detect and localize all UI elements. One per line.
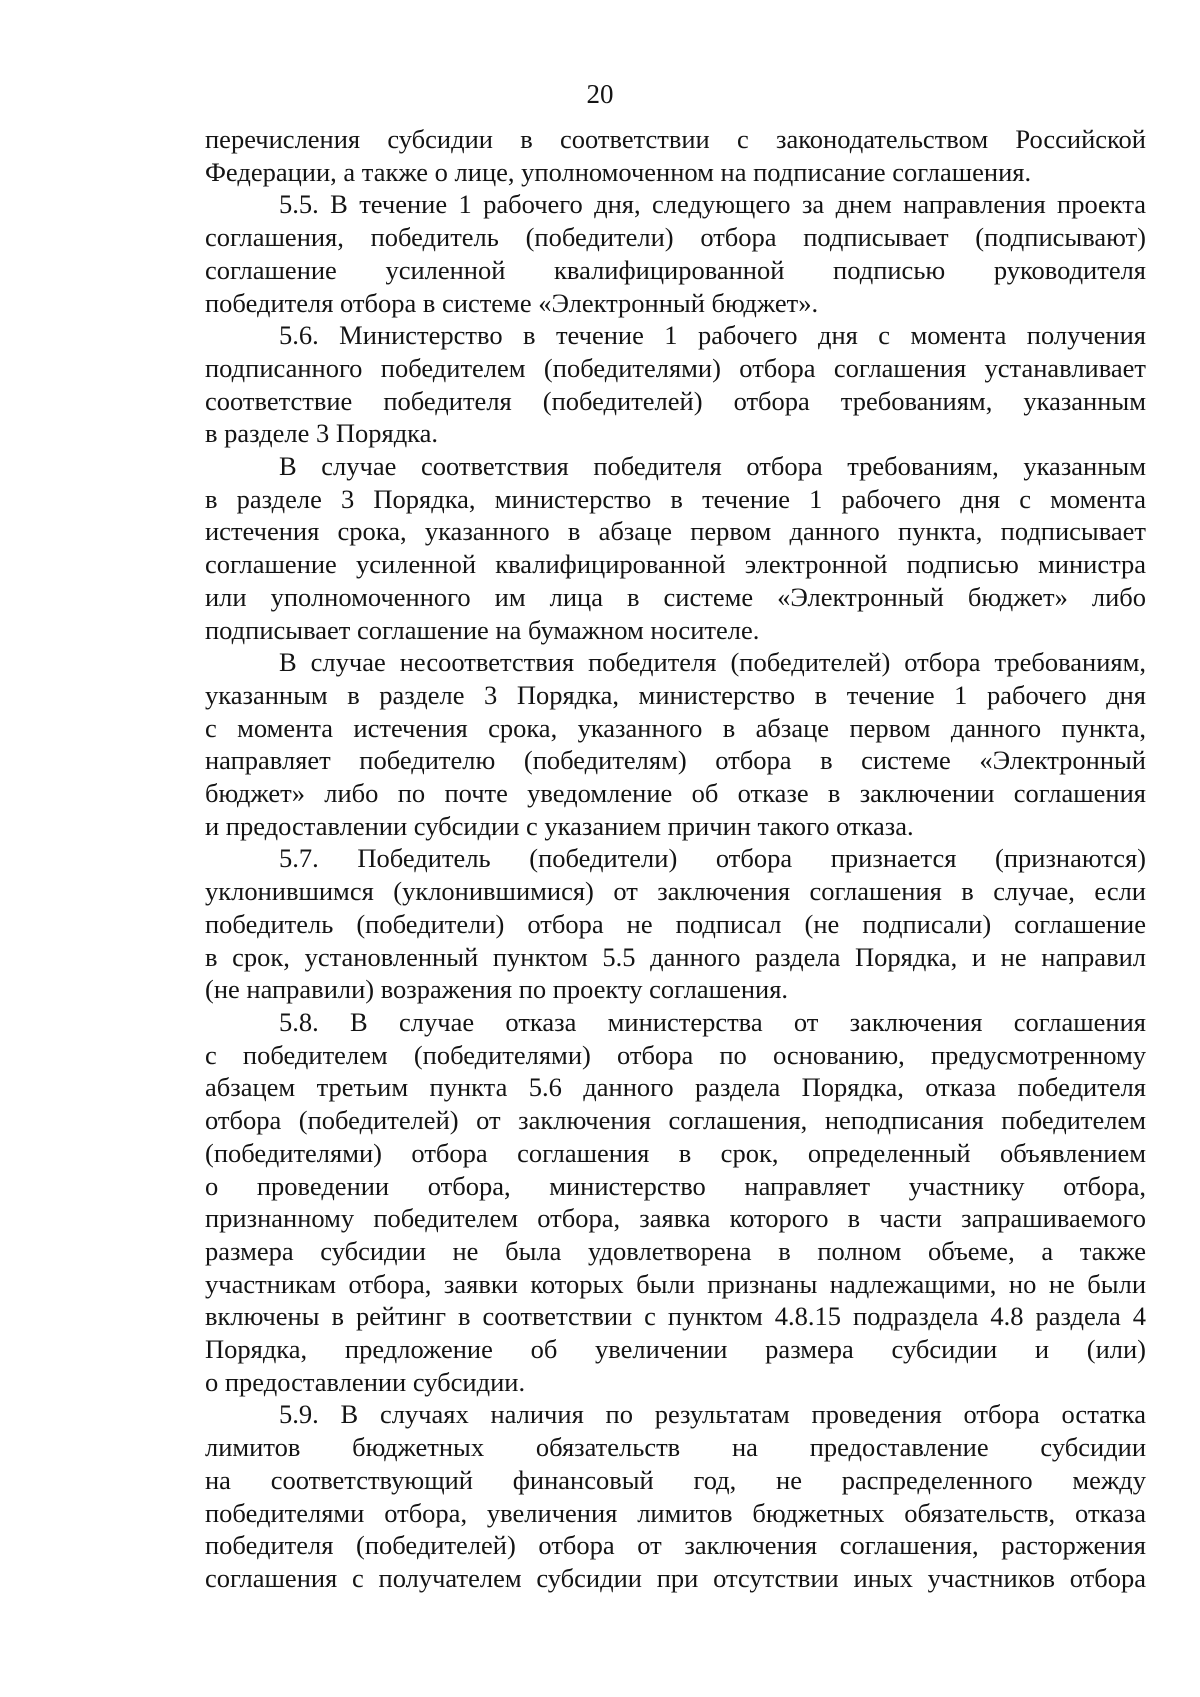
text-line: соглашения, победитель (победители) отбора подписывает (подписывают): [205, 222, 1146, 253]
text-line: уклонившимся (уклонившимися) от заключения соглашения в случае, если: [205, 876, 1146, 907]
text-line: соглашение усиленной квалифицированной подписью руководителя: [205, 254, 1146, 285]
paragraph: [205, 646, 1146, 842]
text-line: бюджет» либо по почте уведомление об отказе в заключении соглашения: [205, 778, 1146, 809]
text-line: или уполномоченного им лица в системе «Электронный бюджет» либо: [205, 581, 1146, 612]
text-line: 5.6. Министерство в течение 1 рабочего дня с момента получения: [279, 320, 1146, 351]
text-line: указанным в разделе 3 Порядка, министерство в течение 1 рабочего дня: [205, 679, 1146, 710]
text-line: в разделе 3 Порядка.: [205, 418, 439, 449]
text-line: абзацем третьим пункта 5.6 данного раздела Порядка, отказа победителя: [205, 1072, 1146, 1103]
document-body: [205, 123, 1146, 1595]
text-line: о предоставлении субсидии.: [205, 1366, 526, 1397]
text-line: признанному победителем отбора, заявка которого в части запрашиваемого: [205, 1203, 1146, 1234]
text-line: истечения срока, указанного в абзаце первом данного пункта, подписывает: [205, 516, 1146, 547]
text-line: перечисления субсидии в соответствии с законодательством Российской: [205, 124, 1146, 154]
text-line: Порядка, предложение об увеличении размера субсидии и (или): [205, 1334, 1146, 1365]
text-line: в разделе 3 Порядка, министерство в течение 1 рабочего дня с момента: [205, 483, 1146, 514]
text-line: победителя отбора в системе «Электронный бюджет».: [205, 287, 819, 318]
text-line: 5.9. В случаях наличия по результатам проведения отбора остатка: [279, 1399, 1146, 1430]
text-line: В случае соответствия победителя отбора требованиям, указанным: [279, 451, 1146, 482]
text-line: 5.5. В течение 1 рабочего дня, следующего за днем направления проекта: [279, 189, 1146, 220]
text-line: победителями отбора, увеличения лимитов бюджетных обязательств, отказа: [205, 1497, 1146, 1528]
text-line: с победителем (победителями) отбора по основанию, предусмотренному: [205, 1039, 1146, 1070]
text-line: (не направили) возражения по проекту соглашения.: [205, 974, 789, 1005]
text-line: 5.7. Победитель (победители) отбора признается (признаются): [279, 843, 1146, 874]
text-line: в срок, установленный пунктом 5.5 данного раздела Порядка, и не направил: [205, 941, 1146, 972]
paragraph: [205, 188, 1146, 319]
text-line: соответствие победителя (победителей) отбора требованиям, указанным: [205, 385, 1146, 416]
text-line: Федерации, а также о лице, уполномоченном на подписание соглашения.: [205, 156, 1032, 187]
paragraph: [205, 123, 1146, 188]
text-line: на соответствующий финансовый год, не распределенного между: [205, 1464, 1146, 1495]
text-line: подписанного победителем (победителями) отбора соглашения устанавливает: [205, 352, 1146, 383]
text-line: включены в рейтинг в соответствии с пунктом 4.8.15 подраздела 4.8 раздела 4: [205, 1301, 1146, 1332]
text-line: о проведении отбора, министерство направляет участнику отбора,: [205, 1170, 1146, 1201]
paragraph: [205, 319, 1146, 450]
text-line: победителя (победителей) отбора от заключения соглашения, расторжения: [205, 1530, 1146, 1561]
text-line: участникам отбора, заявки которых были признаны надлежащими, но не были: [205, 1268, 1146, 1299]
text-line: 5.8. В случае отказа министерства от заключения соглашения: [279, 1006, 1146, 1037]
text-line: направляет победителю (победителям) отбора в системе «Электронный: [205, 745, 1146, 776]
paragraph: [205, 842, 1146, 1006]
page-number: 20: [586, 79, 614, 109]
text-line: с момента истечения срока, указанного в абзаце первом данного пункта,: [205, 712, 1146, 743]
paragraph: [205, 450, 1146, 646]
text-line: победитель (победители) отбора не подписал (не подписали) соглашение: [205, 908, 1146, 939]
text-line: соглашения с получателем субсидии при отсутствии иных участников отбора: [205, 1562, 1146, 1593]
text-line: размера субсидии не была удовлетворена в полном объеме, а также: [205, 1235, 1146, 1266]
paragraph: [205, 1398, 1146, 1594]
text-line: (победителями) отбора соглашения в срок, определенный объявлением: [205, 1137, 1146, 1168]
text-line: лимитов бюджетных обязательств на предоставление субсидии: [205, 1432, 1146, 1463]
text-line: отбора (победителей) от заключения соглашения, неподписания победителем: [205, 1105, 1146, 1136]
text-line: соглашение усиленной квалифицированной электронной подписью министра: [205, 549, 1146, 580]
text-line: В случае несоответствия победителя (победителей) отбора требованиям,: [279, 647, 1146, 678]
text-line: подписывает соглашение на бумажном носителе.: [205, 614, 760, 645]
text-line: и предоставлении субсидии с указанием причин такого отказа.: [205, 810, 914, 841]
paragraph: [205, 1006, 1146, 1398]
